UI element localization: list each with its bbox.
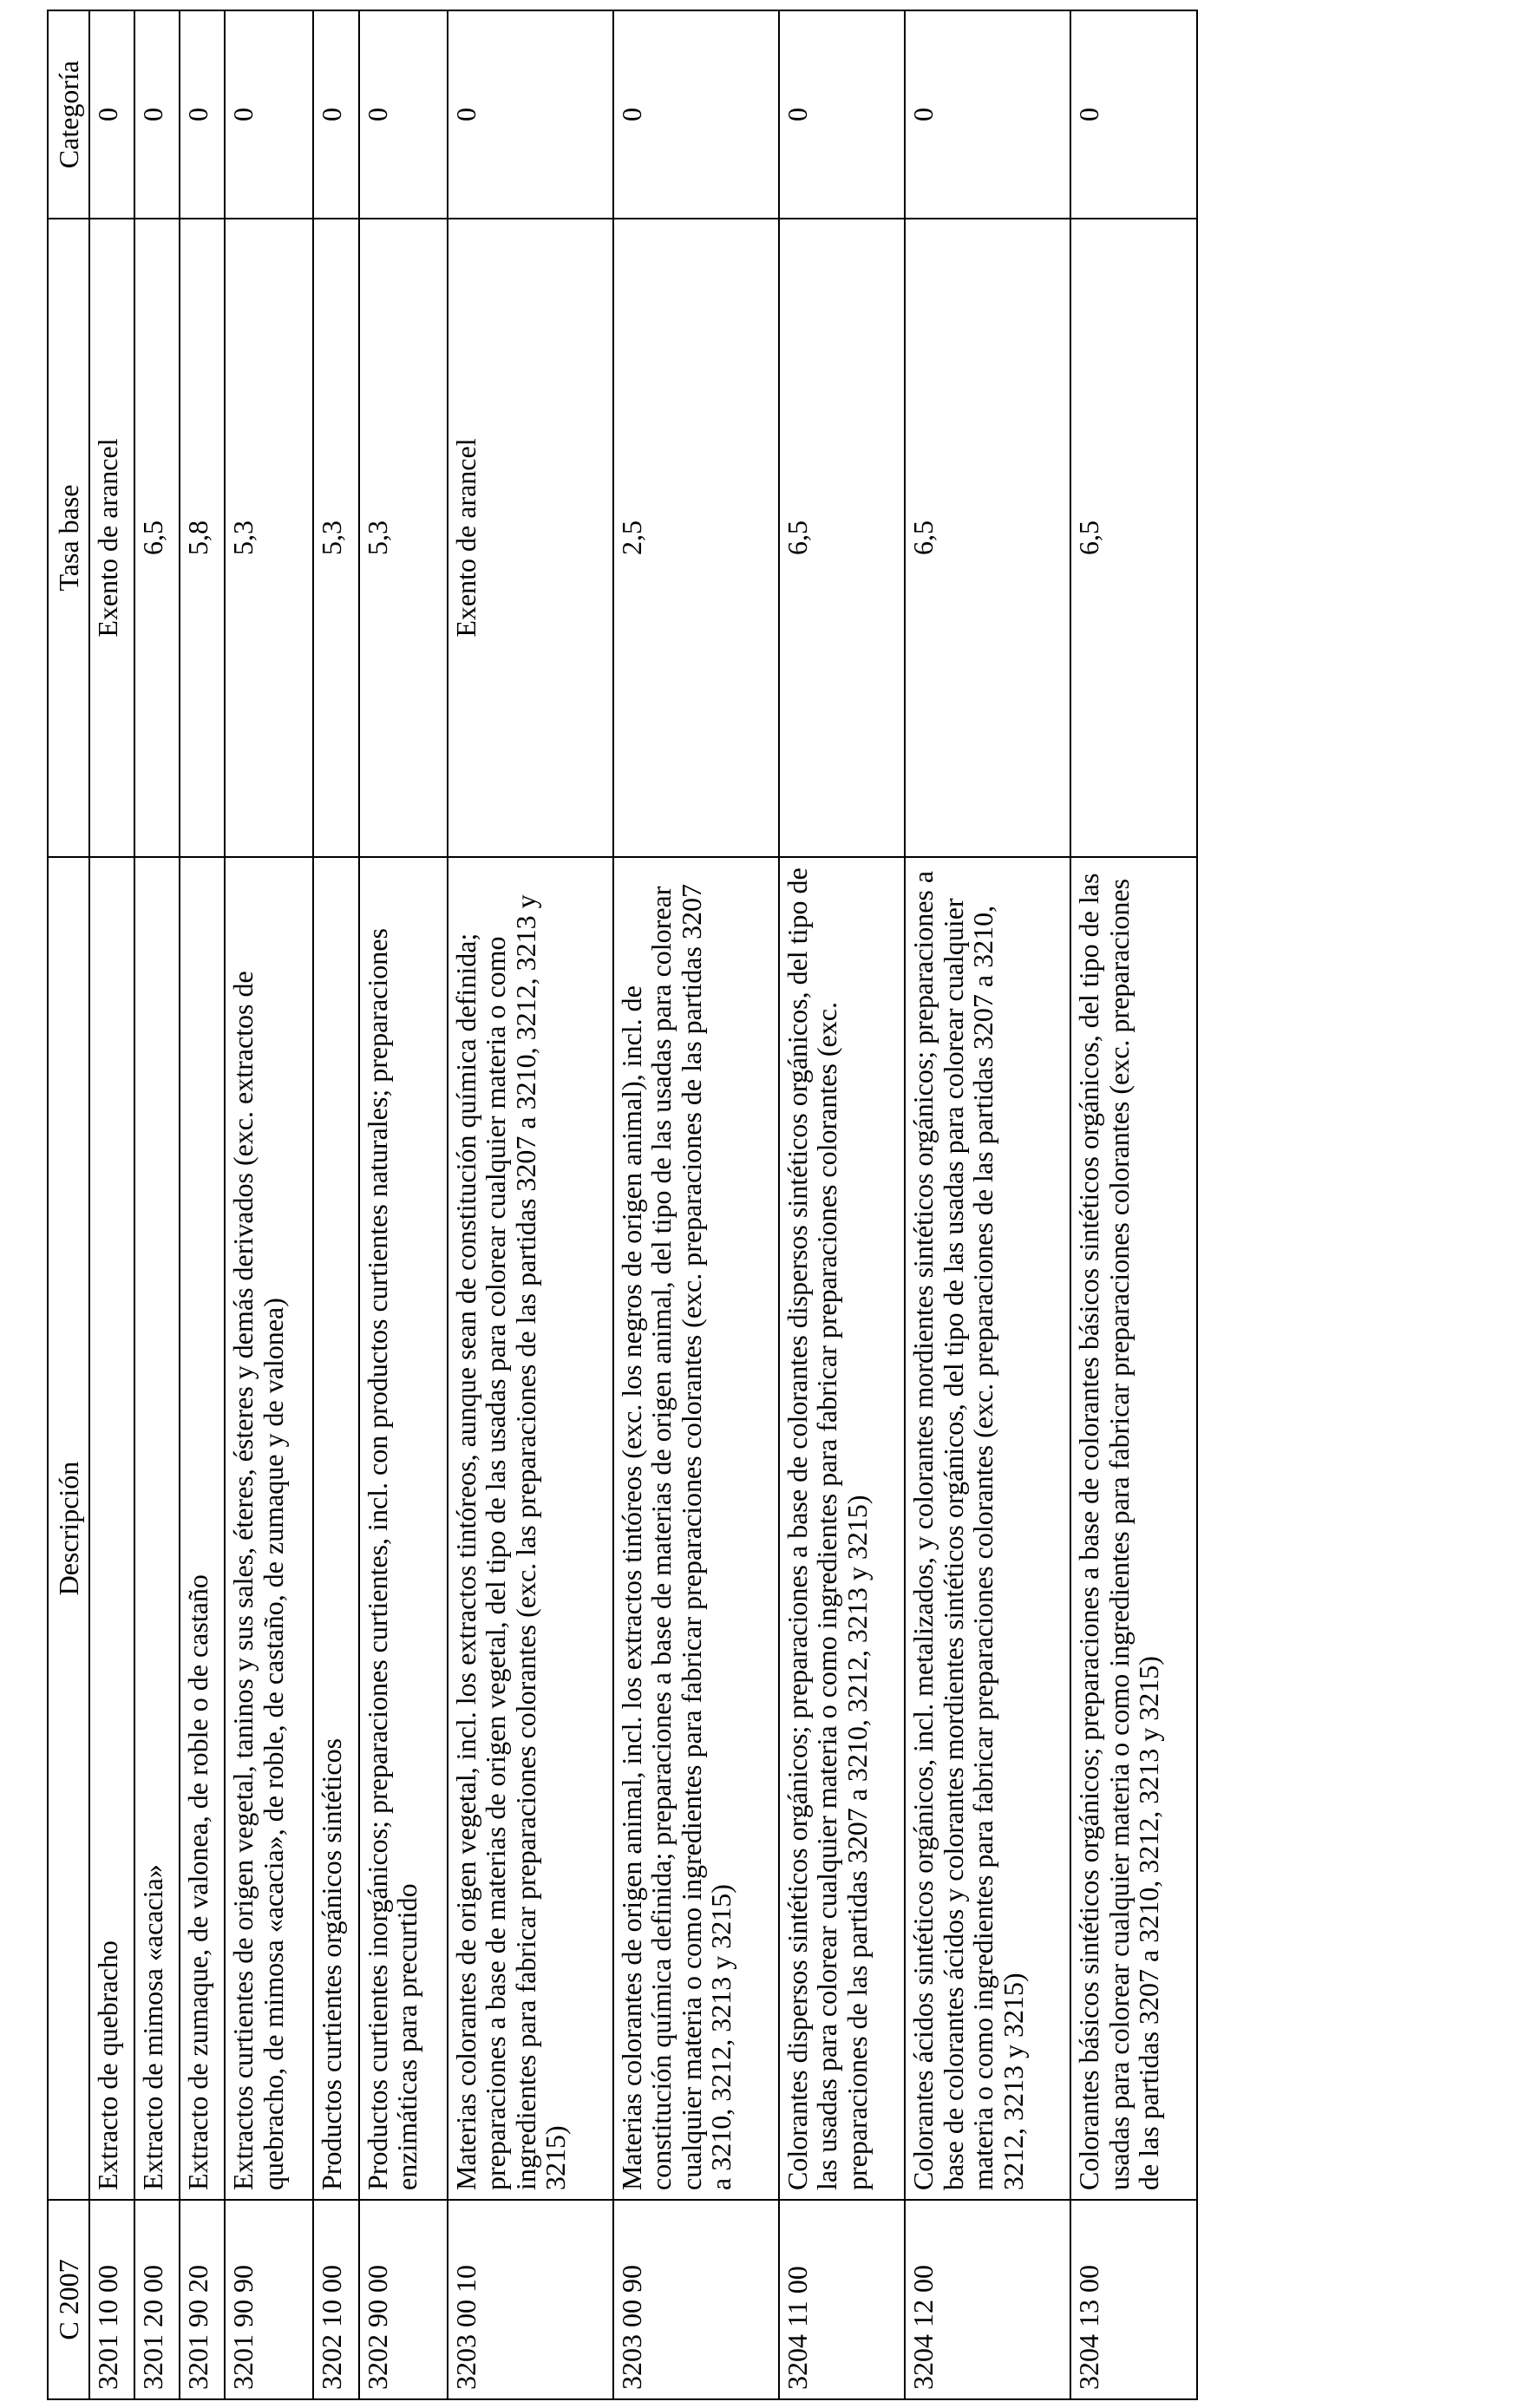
cell-base-rate: 5,3 bbox=[359, 219, 448, 857]
cell-category: 0 bbox=[89, 10, 134, 219]
cell-base-rate: 6,5 bbox=[134, 219, 180, 857]
cell-description: Colorantes dispersos sintéticos orgánicos; preparaciones a base de colorantes dispersos sintéticos orgánicos, del tipo de las usadas para colorear cualquier materia o como ingredientes para fabricar preparaciones colorantes (exc. preparaciones de las partidas 3207 a 3210, 3212, 3213 y 3215) bbox=[779, 857, 906, 2200]
cell-category: 0 bbox=[448, 10, 613, 219]
tariff-table bbox=[47, 10, 1198, 2400]
table-row bbox=[134, 10, 180, 2399]
cell-code: 3204 13 00 bbox=[1070, 2200, 1197, 2399]
table-row bbox=[180, 10, 225, 2399]
header-category: Categoría bbox=[48, 10, 89, 219]
cell-base-rate: Exento de arancel bbox=[89, 219, 134, 857]
table-row bbox=[225, 10, 313, 2399]
table-row bbox=[313, 10, 358, 2399]
table-row bbox=[1070, 10, 1197, 2399]
cell-code: 3203 00 10 bbox=[448, 2200, 613, 2399]
table-row bbox=[359, 10, 448, 2399]
cell-category: 0 bbox=[134, 10, 180, 219]
cell-code: 3202 10 00 bbox=[313, 2200, 358, 2399]
table-row bbox=[905, 10, 1070, 2399]
cell-base-rate: 5,3 bbox=[225, 219, 313, 857]
header-description: Descripción bbox=[48, 857, 89, 2200]
cell-code: 3201 10 00 bbox=[89, 2200, 134, 2399]
table-row bbox=[779, 10, 906, 2399]
table-body bbox=[89, 10, 1197, 2399]
table-row bbox=[448, 10, 613, 2399]
cell-description: Materias colorantes de origen animal, incl. los extractos tintóreos (exc. los negros de origen animal), incl. de constitución química definida; preparaciones a base de materias de origen animal, del tipo de las usadas para colorear cualquier materia o como ingredientes para fabricar preparaciones colorantes (exc. preparaciones de las partidas 3207 a 3210, 3212, 3213 y 3215) bbox=[613, 857, 779, 2200]
cell-base-rate: 6,5 bbox=[1070, 219, 1197, 857]
cell-category: 0 bbox=[905, 10, 1070, 219]
cell-base-rate: 5,8 bbox=[180, 219, 225, 857]
cell-category: 0 bbox=[313, 10, 358, 219]
cell-description: Productos curtientes orgánicos sintéticos bbox=[313, 857, 358, 2200]
cell-base-rate: 6,5 bbox=[779, 219, 906, 857]
cell-code: 3202 90 00 bbox=[359, 2200, 448, 2399]
cell-code: 3201 90 20 bbox=[180, 2200, 225, 2399]
cell-category: 0 bbox=[613, 10, 779, 219]
cell-code: 3201 90 90 bbox=[225, 2200, 313, 2399]
cell-description: Extracto de zumaque, de valonea, de roble o de castaño bbox=[180, 857, 225, 2200]
cell-description: Extracto de quebracho bbox=[89, 857, 134, 2200]
cell-category: 0 bbox=[180, 10, 225, 219]
cell-category: 0 bbox=[225, 10, 313, 219]
header-base-rate: Tasa base bbox=[48, 219, 89, 857]
cell-category: 0 bbox=[1070, 10, 1197, 219]
table-header-row bbox=[48, 10, 89, 2399]
table-row bbox=[613, 10, 779, 2399]
cell-code: 3201 20 00 bbox=[134, 2200, 180, 2399]
cell-category: 0 bbox=[359, 10, 448, 219]
cell-code: 3203 00 90 bbox=[613, 2200, 779, 2399]
cell-description: Extracto de mimosa «acacia» bbox=[134, 857, 180, 2200]
cell-code: 3204 12 00 bbox=[905, 2200, 1070, 2399]
cell-description: Colorantes ácidos sintéticos orgánicos, incl. metalizados, y colorantes mordientes sintéticos orgánicos; preparaciones a base de colorantes ácidos y colorantes mordientes sintéticos orgánicos, del tipo de las usadas para colorear cualquier materia o como ingredientes para fabricar preparaciones colorantes (exc. preparaciones de las partidas 3207 a 3210, 3212, 3213 y 3215) bbox=[905, 857, 1070, 2200]
cell-base-rate: 5,3 bbox=[313, 219, 358, 857]
cell-code: 3204 11 00 bbox=[779, 2200, 906, 2399]
cell-description: Materias colorantes de origen vegetal, incl. los extractos tintóreos, aunque sean de constitución química definida; preparaciones a base de materias de origen vegetal, del tipo de las usadas para colorear cualquier materia o como ingredientes para fabricar preparaciones colorantes (exc. las preparaciones de las partidas 3207 a 3210, 3212, 3213 y 3215) bbox=[448, 857, 613, 2200]
cell-base-rate: 6,5 bbox=[905, 219, 1070, 857]
header-code: C 2007 bbox=[48, 2200, 89, 2399]
cell-description: Colorantes básicos sintéticos orgánicos; preparaciones a base de colorantes básicos sintéticos orgánicos, del tipo de las usadas para colorear cualquier materia o como ingredientes para fabricar preparaciones colorantes (exc. preparaciones de las partidas 3207 a 3210, 3212, 3213 y 3215) bbox=[1070, 857, 1197, 2200]
cell-description: Extractos curtientes de origen vegetal, taninos y sus sales, éteres, ésteres y demás derivados (exc. extractos de quebracho, de mimosa «acacia», de roble, de castaño, de zumaque y de valonea) bbox=[225, 857, 313, 2200]
cell-base-rate: 2,5 bbox=[613, 219, 779, 857]
cell-category: 0 bbox=[779, 10, 906, 219]
rotated-table-container bbox=[47, 11, 1198, 2400]
cell-base-rate: Exento de arancel bbox=[448, 219, 613, 857]
cell-description: Productos curtientes inorgánicos; preparaciones curtientes, incl. con productos curtientes naturales; preparaciones enzimáticas para precurtido bbox=[359, 857, 448, 2200]
table-row bbox=[89, 10, 134, 2399]
